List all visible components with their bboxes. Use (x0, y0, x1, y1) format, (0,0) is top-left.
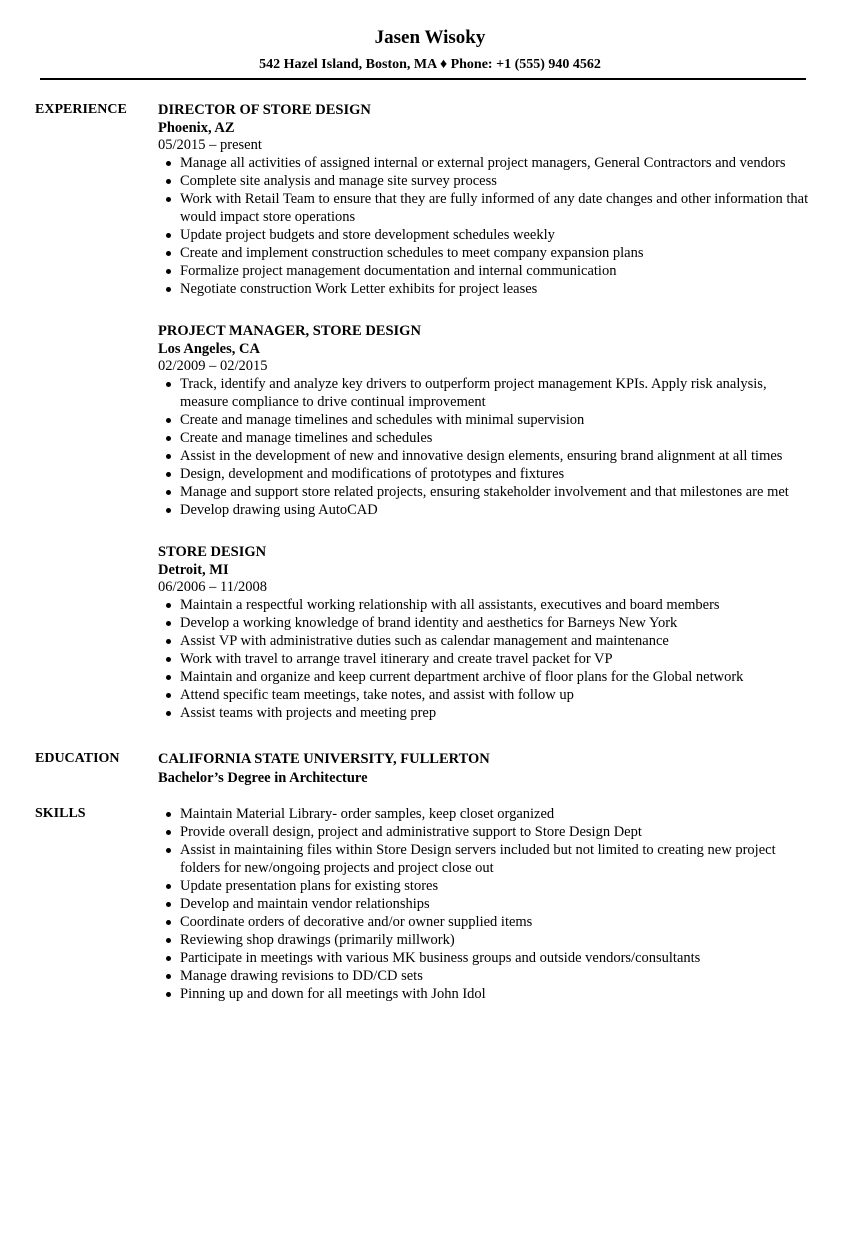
candidate-name: Jasen Wisoky (374, 27, 486, 48)
duty-item: Track, identify and analyze key drivers to outperform project management KPIs. Apply risk analysis, measure compliance to drive continual improvement (158, 375, 818, 411)
job-duties (158, 375, 818, 519)
job-entry (158, 543, 818, 722)
job-location: Detroit, MI (158, 562, 229, 578)
job-location: Los Angeles, CA (158, 341, 260, 357)
duty-item: Attend specific team meetings, take notes, and assist with follow up (158, 686, 818, 704)
skill-item: Pinning up and down for all meetings with John Idol (158, 985, 818, 1003)
experience-section (35, 101, 860, 722)
education-body (158, 750, 818, 787)
skills-list (158, 805, 818, 1003)
education-heading: EDUCATION (35, 751, 120, 766)
skills-section (35, 805, 860, 1003)
duty-item: Assist in the development of new and innovative design elements, ensuring brand alignment at all times (158, 447, 818, 465)
job-title: DIRECTOR OF STORE DESIGN (158, 102, 371, 118)
duty-item: Create and implement construction schedules to meet company expansion plans (158, 244, 818, 262)
resume-header (0, 0, 860, 73)
skill-item: Coordinate orders of decorative and/or owner supplied items (158, 913, 818, 931)
duty-item: Develop drawing using AutoCAD (158, 501, 818, 519)
duty-item: Complete site analysis and manage site survey process (158, 172, 818, 190)
duty-item: Maintain a respectful working relationship with all assistants, executives and board members (158, 596, 818, 614)
duty-item: Work with travel to arrange travel itinerary and create travel packet for VP (158, 650, 818, 668)
skills-heading: SKILLS (35, 806, 86, 821)
education-section (35, 750, 860, 787)
job-dates: 05/2015 – present (158, 137, 262, 153)
skill-item: Participate in meetings with various MK business groups and outside vendors/consultants (158, 949, 818, 967)
job-duties (158, 596, 818, 722)
job-entry (158, 322, 818, 519)
skill-item: Develop and maintain vendor relationships (158, 895, 818, 913)
job-duties (158, 154, 818, 298)
job-dates: 02/2009 – 02/2015 (158, 358, 268, 374)
skill-item: Update presentation plans for existing stores (158, 877, 818, 895)
job-title: PROJECT MANAGER, STORE DESIGN (158, 323, 421, 339)
job-title: STORE DESIGN (158, 544, 267, 560)
job-location: Phoenix, AZ (158, 120, 235, 136)
duty-item: Negotiate construction Work Letter exhibits for project leases (158, 280, 818, 298)
duty-item: Assist VP with administrative duties such as calendar management and maintenance (158, 632, 818, 650)
duty-item: Work with Retail Team to ensure that they are fully informed of any date changes and other information that would impact store operations (158, 190, 818, 226)
contact-line: 542 Hazel Island, Boston, MA ♦ Phone: +1 (555) 940 4562 (259, 57, 601, 72)
skill-item: Reviewing shop drawings (primarily millwork) (158, 931, 818, 949)
job-dates: 06/2006 – 11/2008 (158, 579, 268, 595)
job-entry (158, 101, 818, 298)
header-divider (40, 78, 806, 80)
duty-item: Manage all activities of assigned internal or external project managers, General Contractors and vendors (158, 154, 818, 172)
duty-item: Maintain and organize and keep current department archive of floor plans for the Global network (158, 668, 818, 686)
duty-item: Manage and support store related projects, ensuring stakeholder involvement and that milestones are met (158, 483, 818, 501)
duty-item: Create and manage timelines and schedules with minimal supervision (158, 411, 818, 429)
duty-item: Create and manage timelines and schedules (158, 429, 818, 447)
duty-item: Design, development and modifications of prototypes and fixtures (158, 465, 818, 483)
duty-item: Develop a working knowledge of brand identity and aesthetics for Barneys New York (158, 614, 818, 632)
duty-item: Update project budgets and store development schedules weekly (158, 226, 818, 244)
duty-item: Assist teams with projects and meeting prep (158, 704, 818, 722)
skill-item: Manage drawing revisions to DD/CD sets (158, 967, 818, 985)
duty-item: Formalize project management documentation and internal communication (158, 262, 818, 280)
skill-item: Provide overall design, project and administrative support to Store Design Dept (158, 823, 818, 841)
skills-body (158, 805, 818, 1003)
school-name: CALIFORNIA STATE UNIVERSITY, FULLERTON (158, 751, 490, 767)
skill-item: Maintain Material Library- order samples, keep closet organized (158, 805, 818, 823)
degree: Bachelor’s Degree in Architecture (158, 770, 368, 786)
experience-body (158, 101, 818, 722)
skill-item: Assist in maintaining files within Store Design servers included but not limited to creating new project folders for new/ongoing projects and project close out (158, 841, 818, 877)
experience-heading: EXPERIENCE (35, 102, 127, 117)
